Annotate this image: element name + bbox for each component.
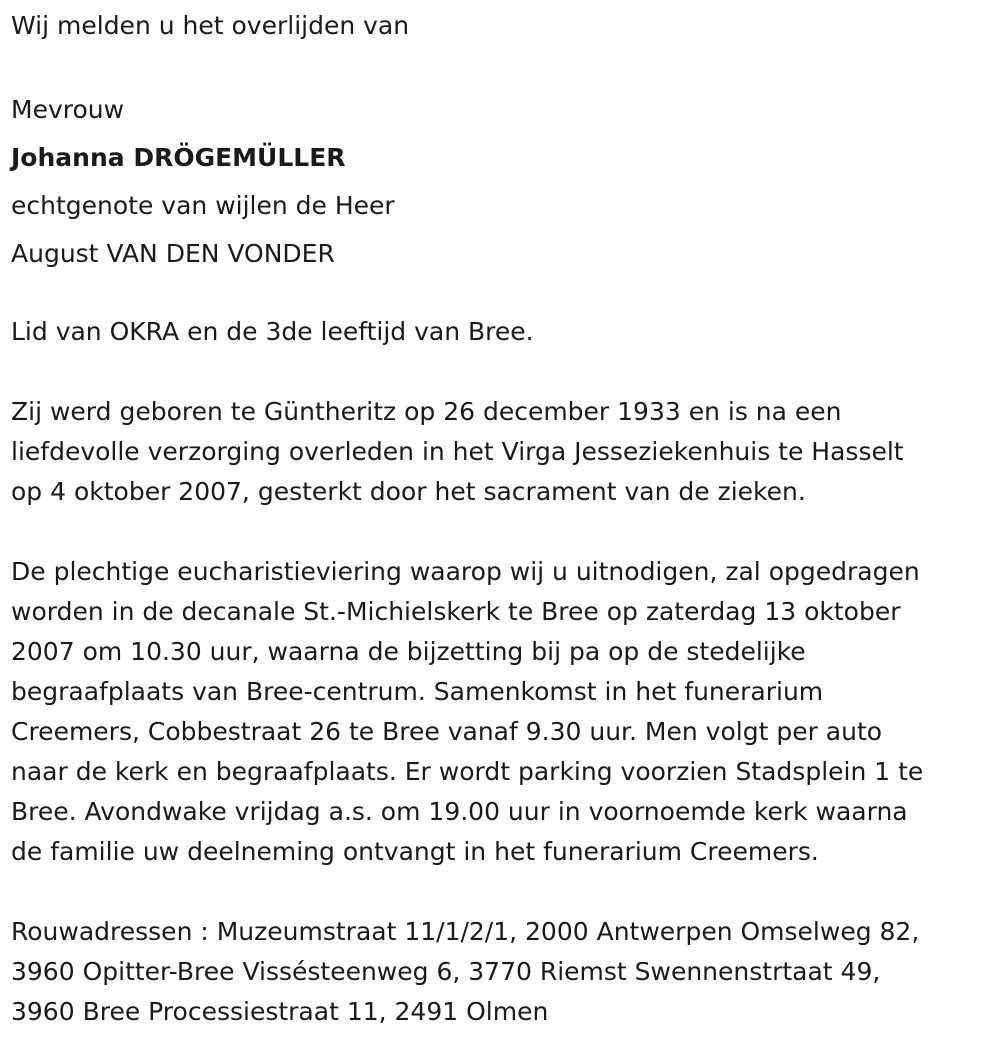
spacer [11,872,996,912]
address-paragraph [11,912,996,1032]
paragraph-line: Rouwadressen : Muzeumstraat 11/1/2/1, 2000 Antwerpen Omselweg 82, [11,917,920,946]
paragraph-line: 2007 om 10.30 uur, waarna de bijzetting bij pa op de stedelijke [11,637,806,666]
spacer [11,46,996,86]
paragraph-line: begraafplaats van Bree-centrum. Samenkomst in het funerarium [11,677,824,706]
ceremony-paragraph [11,552,996,872]
honorific: Mevrouw [11,95,125,124]
paragraph-line: Creemers, Cobbestraat 26 te Bree vanaf 9.30 uur. Men volgt per auto [11,717,883,746]
membership-text: Lid van OKRA en de 3de leeftijd van Bree. [11,317,534,346]
spacer [11,278,996,312]
deceased-name: Johanna DRÖGEMÜLLER [11,143,346,172]
spacer [11,512,996,552]
paragraph-line: op 4 oktober 2007, gesterkt door het sacrament van de zieken. [11,477,806,506]
paragraph-line: liefdevolle verzorging overleden in het Virga Jesseziekenhuis te Hasselt [11,437,904,466]
spacer [11,352,996,392]
relation-text: echtgenote van wijlen de Heer [11,191,395,220]
paragraph-line: 3960 Bree Processiestraat 11, 2491 Olmen [11,997,549,1026]
paragraph-line: 3960 Opitter-Bree Vissésteenweg 6, 3770 Riemst Swennenstrtaat 49, [11,957,881,986]
paragraph-line: Zij werd geboren te Güntheritz op 26 december 1933 en is na een [11,397,842,426]
intro-text: Wij melden u het overlijden van [11,11,410,40]
paragraph-line: de familie uw deelneming ontvangt in het funerarium Creemers. [11,837,819,866]
obituary-notice [11,0,996,1032]
paragraph-line: Bree. Avondwake vrijdag a.s. om 19.00 uur in voornoemde kerk waarna [11,797,908,826]
birth-paragraph [11,392,996,512]
paragraph-line: naar de kerk en begraafplaats. Er wordt parking voorzien Stadsplein 1 te [11,757,924,786]
paragraph-line: worden in de decanale St.-Michielskerk te Bree op zaterdag 13 oktober [11,597,901,626]
paragraph-line: De plechtige eucharistieviering waarop wij u uitnodigen, zal opgedragen [11,557,920,586]
spouse-name: August VAN DEN VONDER [11,239,335,268]
